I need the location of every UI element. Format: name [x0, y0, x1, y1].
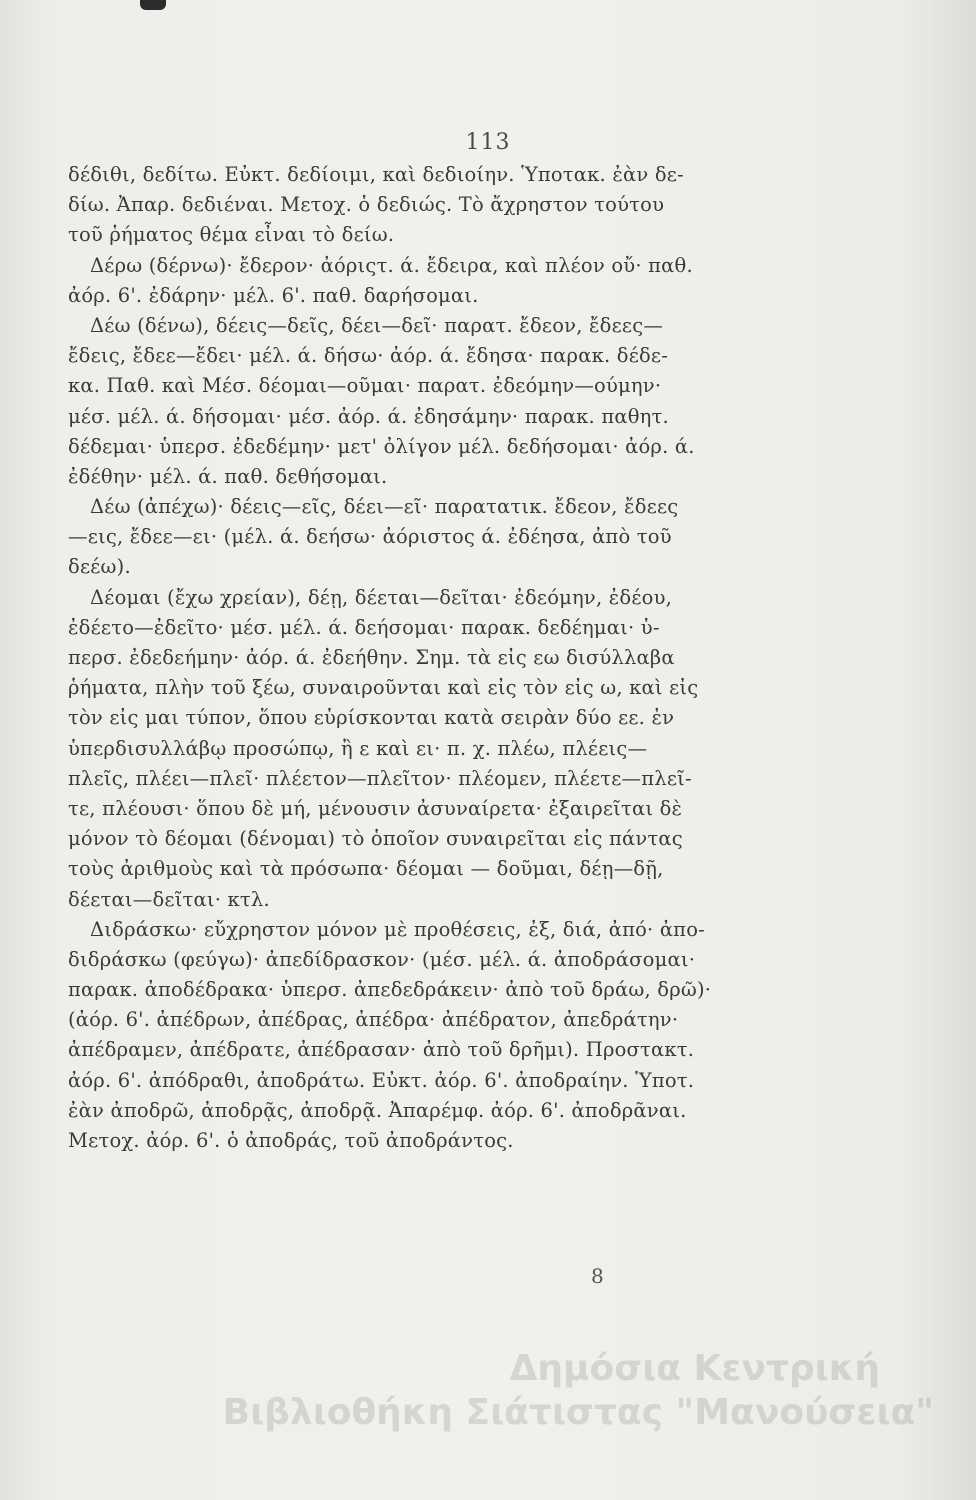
text-line: ἐδέετο—ἐδεῖτο· μέσ. μέλ. ά. δεήσομαι· παρακ. δεδέημαι· ὑ-	[68, 615, 660, 639]
text-line: δέδεμαι· ὑπερσ. ἐδεδέμην· μετ' ὀλίγον μέλ. δεδήσομαι· ἀόρ. ά.	[68, 434, 695, 458]
text-line: Δέω (δένω), δέεις—δεῖς, δέει—δεῖ· παρατ. ἔδεον, ἔδεες—	[90, 313, 664, 337]
text-line: ἔδεις, ἔδεε—ἔδει· μέλ. ά. δήσω· ἀόρ. ά. ἔδησα· παρακ. δέδε-	[68, 344, 669, 368]
text-line: Δέρω (δέρνω)· ἔδερον· ἀόριςτ. ά. ἔδειρα, καὶ πλέον οὔ· παθ.	[90, 253, 693, 277]
text-line: δεέω).	[68, 555, 131, 579]
text-line: δέεται—δεῖται· κτλ.	[68, 887, 270, 911]
page-number: 113	[465, 130, 511, 155]
signature-mark: 8	[591, 1264, 604, 1288]
text-line: Μετοχ. ἀόρ. 6'. ὁ ἀποδράς, τοῦ ἀποδράντος.	[68, 1129, 514, 1152]
scan-corner-mark	[140, 0, 166, 10]
text-line: Δέομαι (ἔχω χρείαν), δέῃ, δέεται—δεῖται· ἐδεόμην, ἐδέου,	[90, 585, 673, 609]
text-line: μέσ. μέλ. ά. δήσομαι· μέσ. ἀόρ. ά. ἐδησάμην· παρακ. παθητ.	[68, 404, 669, 428]
text-line: ἀπέδραμεν, ἀπέδρατε, ἀπέδρασαν· ἀπὸ τοῦ δρῆμι). Προστακτ.	[68, 1038, 695, 1062]
text-line: ἐὰν ἀποδρῶ, ἀποδρᾷς, ἀποδρᾷ. Ἀπαρέμφ. ἀόρ. 6'. ἀποδρᾶναι.	[68, 1098, 687, 1122]
text-line: ῥήματα, πλὴν τοῦ ξέω, συναιροῦνται καὶ εἰς τὸν εἰς ω, καὶ εἰς	[68, 676, 699, 700]
text-line: ἀόρ. 6'. ἐδάρην· μέλ. 6'. παθ. δαρήσομαι.	[68, 283, 479, 307]
text-line: ἐδέθην· μέλ. ά. παθ. δεθήσομαι.	[68, 464, 388, 488]
text-line: κα. Παθ. καὶ Μέσ. δέομαι—οῦμαι· παρατ. ἐδεόμην—ούμην·	[68, 374, 662, 398]
text-line: διδράσκω (φεύγω)· ἀπεδίδρασκον· (μέσ. μέλ. ά. ἀποδράσομαι·	[68, 947, 696, 971]
text-line: ὑπερδισυλλάβῳ προσώπῳ, ἢ ε καὶ ει· π. χ. πλέω, πλέεις—	[68, 736, 648, 760]
text-line: μόνον τὸ δέομαι (δένομαι) τὸ ὁποῖον συναιρεῖται εἰς πάντας	[68, 827, 683, 851]
text-line: δίω. Ἀπαρ. δεδιέναι. Μετοχ. ὁ δεδιώς. Τὸ ἄχρηστον τούτου	[68, 193, 665, 217]
text-line: δέδιθι, δεδίτω. Εὐκτ. δεδίοιμι, καὶ δεδιοίην. Ὑποτακ. ἐὰν δε-	[68, 163, 684, 186]
text-line: τοῦ ῥήματος θέμα εἶναι τὸ δείω.	[68, 223, 395, 247]
watermark-line-1: Δημόσια Κεντρική	[509, 1348, 880, 1389]
text-line: παρακ. ἀποδέδρακα· ὑπερσ. ἀπεδεδράκειν· ἀπὸ τοῦ δράω, δρῶ)·	[68, 978, 712, 1002]
text-line: ἀόρ. 6'. ἀπόδραθι, ἀποδράτω. Εὐκτ. ἀόρ. 6'. ἀποδραίην. Ὑποτ.	[68, 1068, 695, 1092]
body-text	[68, 160, 918, 1156]
text-line: πλεῖς, πλέει—πλεῖ· πλέετον—πλεῖτον· πλέομεν, πλέετε—πλεῖ-	[68, 766, 692, 790]
text-line: τὸν εἰς μαι τύπον, ὅπου εὑρίσκονται κατὰ σειρὰν δύο εε. ἐν	[68, 706, 675, 730]
text-line: τε, πλέουσι· ὅπου δὲ μή, μένουσιν ἀσυναίρετα· ἐξαιρεῖται δὲ	[68, 796, 683, 820]
text-line: περσ. ἐδεδεήμην· ἀόρ. ά. ἐδεήθην. Σημ. τὰ εἰς εω δισύλλαβα	[68, 646, 675, 669]
text-line: (ἀόρ. 6'. ἀπέδρων, ἀπέδρας, ἀπέδρα· ἀπέδρατον, ἀπεδράτην·	[68, 1008, 679, 1032]
text-line: Δέω (ἀπέχω)· δέεις—εῖς, δέει—εῖ· παρατατικ. ἔδεον, ἔδεες	[90, 495, 679, 519]
text-line: Διδράσκω· εὔχρηστον μόνον μὲ προθέσεις, ἐξ, διά, ἀπό· ἀπο-	[90, 917, 705, 941]
watermark-line-2: Βιβλιοθήκη Σιάτιστας "Μανούσεια"	[222, 1392, 934, 1433]
text-line: —εις, ἔδεε—ει· (μέλ. ά. δεήσω· ἀόριστος ά. ἐδέησα, ἀπὸ τοῦ	[68, 525, 672, 549]
text-line: τοὺς ἀριθμοὺς καὶ τὰ πρόσωπα· δέομαι — δοῦμαι, δέῃ—δῇ,	[68, 857, 664, 881]
